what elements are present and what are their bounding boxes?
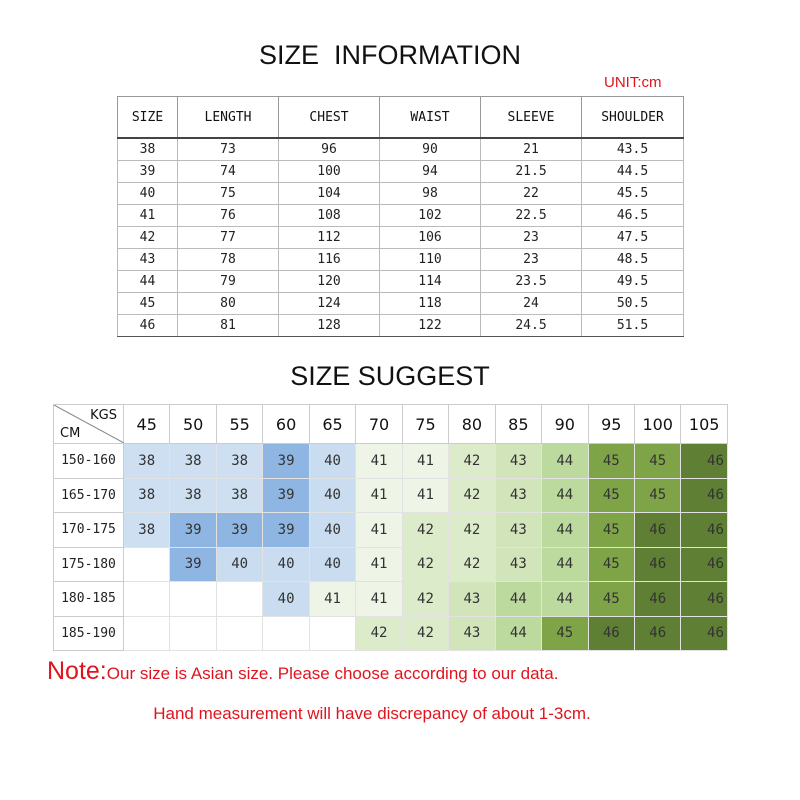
- table-cell: 74: [178, 161, 279, 183]
- table-cell: 128: [279, 315, 380, 337]
- table-cell: 124: [279, 293, 380, 315]
- table-row: [118, 293, 684, 315]
- table-cell: 22: [481, 183, 582, 205]
- column-header-chest: CHEST: [279, 97, 380, 139]
- size-cell: 46: [681, 478, 727, 513]
- size-cell: 38: [216, 478, 262, 513]
- table-cell: 45: [118, 293, 178, 315]
- table-cell: 76: [178, 205, 279, 227]
- note-prefix: Note:: [47, 657, 107, 685]
- table-cell: 43.5: [582, 138, 684, 161]
- size-cell: 42: [402, 582, 448, 617]
- weight-header: 95: [588, 405, 634, 444]
- height-label: 180-185: [54, 582, 124, 617]
- size-cell: 40: [309, 513, 355, 548]
- height-row: [54, 616, 728, 651]
- size-cell: 44: [495, 582, 541, 617]
- height-label: 150-160: [54, 444, 124, 479]
- size-cell: 46: [681, 582, 727, 617]
- size-cell: 43: [449, 616, 495, 651]
- table-cell: 24.5: [481, 315, 582, 337]
- size-cell: 46: [634, 616, 680, 651]
- weight-header: 85: [495, 405, 541, 444]
- size-cell: 40: [216, 547, 262, 582]
- size-cell: 44: [542, 582, 588, 617]
- size-cell: 45: [588, 582, 634, 617]
- size-cell: 46: [681, 547, 727, 582]
- unit-label: UNIT:cm: [604, 74, 662, 91]
- corner-header: [54, 405, 124, 444]
- table-cell: 23: [481, 227, 582, 249]
- size-cell: 44: [542, 478, 588, 513]
- table-cell: 120: [279, 271, 380, 293]
- table-row: [118, 205, 684, 227]
- size-cell: 41: [402, 478, 448, 513]
- cm-label: CM: [60, 426, 81, 441]
- note-text-2: Hand measurement will have discrepancy of about 1-3cm.: [153, 704, 591, 723]
- size-cell: [170, 616, 216, 651]
- size-cell: 46: [681, 513, 727, 548]
- weight-header: 70: [356, 405, 402, 444]
- height-row: [54, 478, 728, 513]
- size-cell: 43: [495, 444, 541, 479]
- table-cell: 46: [118, 315, 178, 337]
- weight-header: 45: [124, 405, 170, 444]
- table-row: [118, 161, 684, 183]
- size-cell: [309, 616, 355, 651]
- size-cell: 38: [124, 513, 170, 548]
- height-label: 170-175: [54, 513, 124, 548]
- table-cell: 41: [118, 205, 178, 227]
- table-cell: 47.5: [582, 227, 684, 249]
- table-cell: 75: [178, 183, 279, 205]
- height-row: [54, 547, 728, 582]
- table-cell: 39: [118, 161, 178, 183]
- size-cell: 43: [495, 513, 541, 548]
- table-cell: 94: [380, 161, 481, 183]
- size-cell: 38: [170, 478, 216, 513]
- table-row: [118, 271, 684, 293]
- table-cell: 51.5: [582, 315, 684, 337]
- size-cell: 42: [449, 547, 495, 582]
- table-cell: 96: [279, 138, 380, 161]
- table-cell: 43: [118, 249, 178, 271]
- table-cell: 46.5: [582, 205, 684, 227]
- table-cell: 21.5: [481, 161, 582, 183]
- size-cell: [124, 616, 170, 651]
- size-cell: 45: [634, 478, 680, 513]
- size-cell: 42: [449, 478, 495, 513]
- size-cell: 46: [634, 547, 680, 582]
- size-cell: [124, 582, 170, 617]
- height-label: 185-190: [54, 616, 124, 651]
- table-cell: 77: [178, 227, 279, 249]
- size-cell: 42: [402, 513, 448, 548]
- size-cell: 38: [216, 444, 262, 479]
- size-cell: 39: [170, 513, 216, 548]
- note-line-1: [47, 657, 558, 686]
- size-cell: 42: [356, 616, 402, 651]
- table-cell: 114: [380, 271, 481, 293]
- size-cell: 45: [634, 444, 680, 479]
- table-cell: 23.5: [481, 271, 582, 293]
- table-cell: 118: [380, 293, 481, 315]
- table-cell: 81: [178, 315, 279, 337]
- size-cell: [263, 616, 309, 651]
- size-cell: 45: [588, 513, 634, 548]
- size-cell: 39: [216, 513, 262, 548]
- table-cell: 90: [380, 138, 481, 161]
- table-row: [118, 138, 684, 161]
- table-row: [118, 227, 684, 249]
- size-cell: [216, 582, 262, 617]
- size-cell: 44: [542, 444, 588, 479]
- table-cell: 79: [178, 271, 279, 293]
- weight-header: 90: [542, 405, 588, 444]
- size-cell: 46: [634, 513, 680, 548]
- size-cell: 41: [402, 444, 448, 479]
- size-cell: 46: [681, 616, 727, 651]
- size-cell: 38: [124, 444, 170, 479]
- size-cell: 38: [170, 444, 216, 479]
- table-cell: 22.5: [481, 205, 582, 227]
- size-suggest-title: SIZE SUGGEST: [290, 361, 490, 391]
- table-cell: 104: [279, 183, 380, 205]
- table-cell: 24: [481, 293, 582, 315]
- size-suggest-table: [53, 404, 728, 651]
- table-cell: 98: [380, 183, 481, 205]
- size-cell: 42: [402, 547, 448, 582]
- size-cell: 45: [588, 444, 634, 479]
- size-information-table: [117, 96, 684, 337]
- table-cell: 112: [279, 227, 380, 249]
- kgs-label: KGS: [90, 408, 117, 423]
- size-cell: [170, 582, 216, 617]
- table-cell: 102: [380, 205, 481, 227]
- size-cell: [216, 616, 262, 651]
- size-cell: 45: [588, 478, 634, 513]
- size-cell: 40: [309, 547, 355, 582]
- height-row: [54, 444, 728, 479]
- table-cell: 110: [380, 249, 481, 271]
- size-cell: 38: [124, 478, 170, 513]
- size-cell: 43: [495, 547, 541, 582]
- table-row: [118, 183, 684, 205]
- size-cell: 42: [449, 513, 495, 548]
- table-cell: 73: [178, 138, 279, 161]
- column-header-size: SIZE: [118, 97, 178, 139]
- size-cell: 40: [263, 582, 309, 617]
- column-header-shoulder: SHOULDER: [582, 97, 684, 139]
- table-cell: 116: [279, 249, 380, 271]
- table-cell: 23: [481, 249, 582, 271]
- table-cell: 21: [481, 138, 582, 161]
- size-cell: 41: [356, 582, 402, 617]
- weight-header: 75: [402, 405, 448, 444]
- table-cell: 100: [279, 161, 380, 183]
- size-cell: 44: [542, 513, 588, 548]
- size-cell: 39: [263, 513, 309, 548]
- size-cell: 41: [309, 582, 355, 617]
- size-cell: [124, 547, 170, 582]
- weight-header: 50: [170, 405, 216, 444]
- size-cell: 43: [449, 582, 495, 617]
- weight-header: 80: [449, 405, 495, 444]
- size-cell: 41: [356, 547, 402, 582]
- table-cell: 108: [279, 205, 380, 227]
- size-cell: 46: [681, 444, 727, 479]
- size-cell: 40: [309, 478, 355, 513]
- table-cell: 38: [118, 138, 178, 161]
- table-cell: 80: [178, 293, 279, 315]
- height-label: 165-170: [54, 478, 124, 513]
- column-header-waist: WAIST: [380, 97, 481, 139]
- size-cell: 44: [495, 616, 541, 651]
- size-cell: 41: [356, 478, 402, 513]
- note-text-1: Our size is Asian size. Please choose according to our data.: [106, 664, 559, 683]
- size-cell: 46: [588, 616, 634, 651]
- size-cell: 45: [588, 547, 634, 582]
- size-cell: 44: [542, 547, 588, 582]
- table-cell: 106: [380, 227, 481, 249]
- column-header-sleeve: SLEEVE: [481, 97, 582, 139]
- size-cell: 39: [170, 547, 216, 582]
- table-cell: 49.5: [582, 271, 684, 293]
- size-cell: 45: [542, 616, 588, 651]
- table-cell: 48.5: [582, 249, 684, 271]
- size-cell: 41: [356, 513, 402, 548]
- size-information-title: SIZE INFORMATION: [259, 40, 521, 70]
- weight-header: 60: [263, 405, 309, 444]
- table-cell: 122: [380, 315, 481, 337]
- table-cell: 78: [178, 249, 279, 271]
- size-cell: 40: [263, 547, 309, 582]
- size-cell: 46: [634, 582, 680, 617]
- size-cell: 43: [495, 478, 541, 513]
- height-row: [54, 582, 728, 617]
- size-cell: 42: [449, 444, 495, 479]
- height-row: [54, 513, 728, 548]
- size-cell: 39: [263, 444, 309, 479]
- table-row: [118, 249, 684, 271]
- weight-header: 100: [634, 405, 680, 444]
- weight-header: 65: [309, 405, 355, 444]
- table-header-row: [118, 97, 684, 139]
- table-cell: 42: [118, 227, 178, 249]
- size-cell: 41: [356, 444, 402, 479]
- table-cell: 44: [118, 271, 178, 293]
- table-cell: 40: [118, 183, 178, 205]
- weight-header-row: [54, 405, 728, 444]
- size-cell: 40: [309, 444, 355, 479]
- weight-header: 55: [216, 405, 262, 444]
- height-label: 175-180: [54, 547, 124, 582]
- table-cell: 50.5: [582, 293, 684, 315]
- table-cell: 45.5: [582, 183, 684, 205]
- column-header-length: LENGTH: [178, 97, 279, 139]
- weight-header: 105: [681, 405, 727, 444]
- size-cell: 42: [402, 616, 448, 651]
- size-cell: 39: [263, 478, 309, 513]
- table-row: [118, 315, 684, 337]
- table-cell: 44.5: [582, 161, 684, 183]
